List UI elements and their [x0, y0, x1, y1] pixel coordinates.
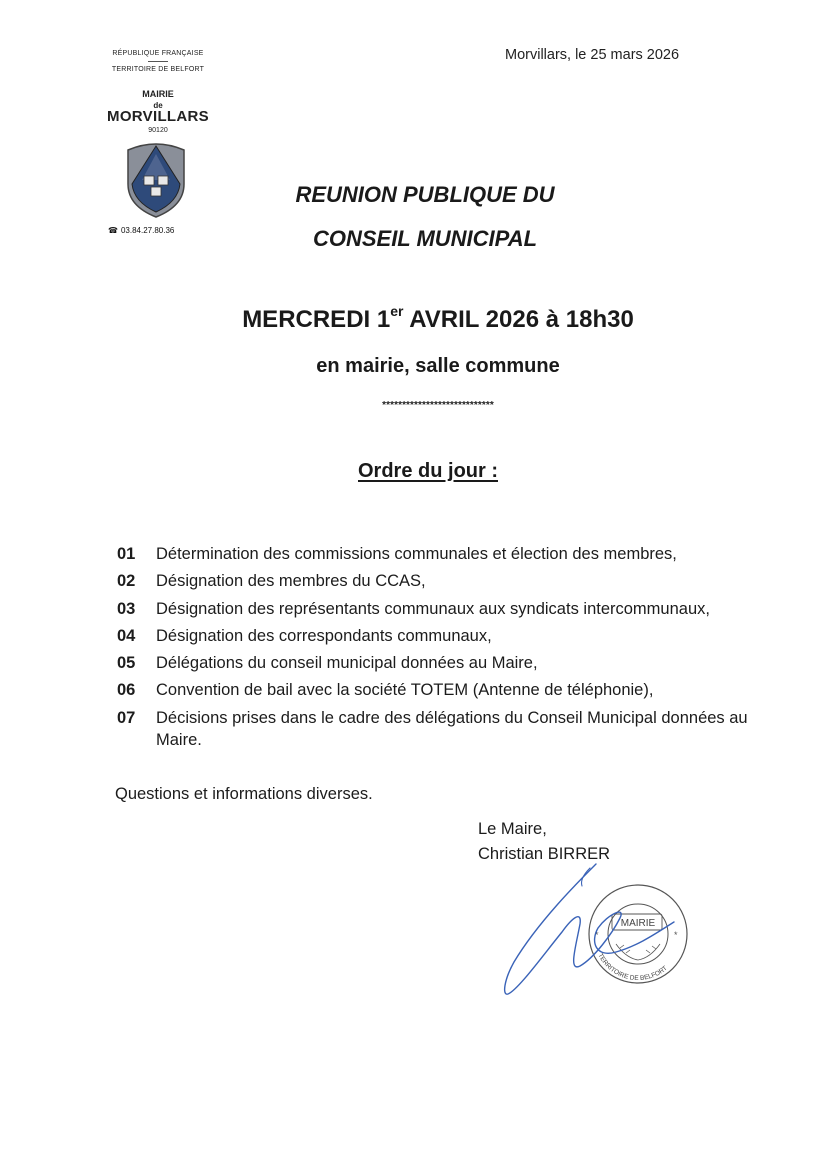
- agenda-item-text: Convention de bail avec la société TOTEM (Antenne de téléphonie),: [156, 681, 654, 700]
- stamp-star-icon: *: [674, 930, 678, 940]
- title-line-2: CONSEIL MUNICIPAL: [312, 226, 538, 251]
- agenda-item: [117, 705, 777, 751]
- agenda-item: [117, 596, 777, 623]
- meeting-ordinal: er: [390, 303, 404, 319]
- agenda-heading: Ordre du jour :: [358, 460, 498, 482]
- agenda-item-text: Désignation des correspondants communaux,: [156, 626, 492, 645]
- letterhead-de: de: [153, 101, 163, 110]
- agenda-item-text: Décisions prises dans le cadre des délégations du Conseil Municipal données au Maire.: [156, 708, 748, 749]
- letterhead-phone-number: 03.84.27.80.36: [120, 226, 175, 235]
- meeting-location: en mairie, salle commune: [316, 355, 560, 377]
- signature-name: Christian BIRRER: [478, 845, 611, 863]
- stamp-top-text: [498, 862, 581, 863]
- letterhead-divider: [148, 61, 168, 62]
- agenda-item-number: 02: [117, 572, 136, 591]
- agenda-item: [117, 623, 777, 650]
- phone-icon: ☎: [108, 226, 118, 235]
- stamp-bottom-text: TERRITOIRE DE BELFORT: [596, 952, 669, 983]
- title-line-1: REUNION PUBLIQUE DU: [295, 182, 555, 207]
- letterhead-mairie: MAIRIE: [142, 89, 174, 99]
- agenda-item-number: 06: [117, 681, 136, 700]
- mairie-stamp-and-signature: [498, 862, 688, 1002]
- agenda-item-number: 05: [117, 654, 136, 673]
- agenda-item: [117, 650, 777, 677]
- agenda-item-number: 07: [117, 708, 136, 727]
- agenda-item-text: Détermination des commissions communales et élection des membres,: [156, 545, 677, 563]
- agenda-item: [117, 677, 777, 704]
- meeting-day: MERCREDI 1: [242, 306, 391, 333]
- agenda-item: [117, 568, 777, 595]
- document-date: Morvillars, le 25 mars 2026: [505, 47, 680, 63]
- letterhead-postcode: 90120: [148, 127, 168, 134]
- misc-questions: Questions et informations diverses.: [115, 785, 373, 803]
- meeting-datetime: [100, 305, 776, 334]
- agenda-item-number: 04: [117, 626, 136, 645]
- agenda-item-text: Délégations du conseil municipal données au Maire,: [156, 654, 538, 673]
- stamp-seal: [589, 885, 687, 983]
- meeting-date-rest: AVRIL 2026 à 18h30: [403, 306, 634, 333]
- agenda-item-number: 01: [117, 545, 136, 563]
- letterhead-phone: [108, 226, 174, 235]
- agenda-item-number: 03: [117, 599, 136, 618]
- letterhead-republic: RÉPUBLIQUE FRANÇAISE: [112, 50, 204, 57]
- stamp-center-text: MAIRIE: [620, 918, 656, 929]
- letterhead-town: MORVILLARS: [107, 108, 209, 125]
- stamp-star-icon: *: [595, 930, 599, 940]
- letterhead-territory: TERRITOIRE DE BELFORT: [111, 66, 205, 73]
- signature-title: Le Maire,: [478, 820, 547, 838]
- agenda-item-text: Désignation des membres du CCAS,: [156, 572, 426, 591]
- separator-stars: ****************************: [382, 400, 494, 411]
- agenda-list: [117, 541, 777, 751]
- agenda-item-text: Désignation des représentants communaux aux syndicats intercommunaux,: [156, 599, 710, 618]
- agenda-item: [117, 541, 777, 568]
